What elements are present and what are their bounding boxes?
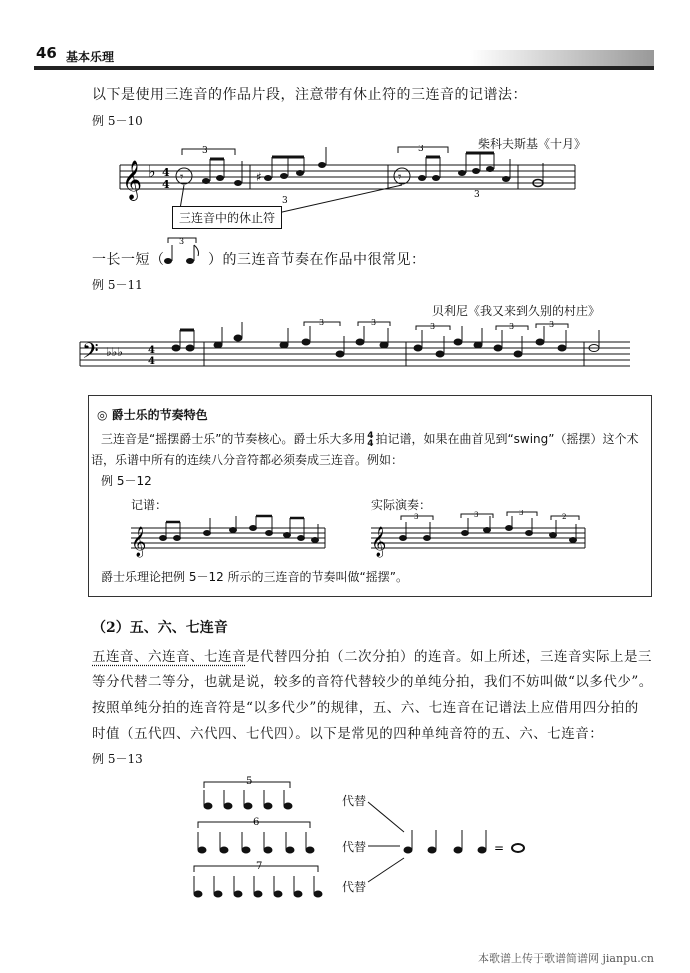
header-gradient-bar [470,50,654,66]
section-p1-line2: 等分代替二等分，也就是说，较多的音符代替较少的单纯分拍，我们不妨叫做“以多代少”。 [92,674,653,690]
performance-label: 实际演奏： [371,498,432,512]
section-heading: （2）五、六、七连音 [92,620,228,636]
svg-text:3: 3 [430,322,436,331]
svg-text:3: 3 [474,190,480,200]
jazz-box-title: ◎ 爵士乐的节奏特色 [97,408,208,422]
section-p2-line2: 时值（五代四、六代四、七代四）。以下是常见的四种单纯音符的五、六、七连音： [92,726,604,742]
svg-text:2: 2 [562,513,567,521]
replace-label-middle: 代替 [342,840,367,854]
triplet-mark: 3 [202,146,208,156]
bass-clef-icon: 𝄢 [82,339,99,369]
replace-label-top: 代替 [342,794,367,808]
svg-text:♭♭♭: ♭♭♭ [106,345,123,359]
svg-text:♯: ♯ [256,170,262,184]
whole-note-icon [512,844,524,852]
jazz-para-line1-b: 拍记谱，如果在曲首见到“swing”（摇摆）这个术 [375,432,639,446]
section-p2-line1: 按照单纯分拍的连音符是“以多代少”的规律，五、六、七连音在记谱法上应借用四分拍的 [92,700,639,716]
jazz-rhythm-box [88,395,652,597]
notation-staff [129,514,329,562]
section-p1-line1 [92,645,652,665]
svg-text:3: 3 [282,196,288,206]
section-p1-line1-rest: 是代替四分拍（二次分拍）的连音。如上所述，三连音实际上是三 [246,649,652,665]
svg-text:3: 3 [418,145,424,154]
svg-text:3: 3 [549,320,555,329]
rest-annotation-box: 三连音中的休止符 [172,206,282,229]
tuplet-terms: 五连音、六连音、七连音 [92,649,246,665]
svg-text:3: 3 [519,510,524,517]
svg-text:3: 3 [179,237,185,246]
time-sig-4-4-icon: 4 4 [367,430,374,449]
svg-text:♭: ♭ [148,162,156,181]
svg-text:3: 3 [371,318,377,327]
example-5-11-label: 例 5－11 [92,278,143,292]
svg-text:3: 3 [509,322,515,331]
page-number: 46 [36,44,57,62]
svg-text:4: 4 [162,178,170,191]
long-short-rhythm-figure [160,236,206,268]
svg-text:𝄞: 𝄞 [371,527,387,557]
tuplet-6: 6 [253,817,260,828]
book-title: 基本乐理 [66,50,115,64]
tuplet-5: 5 [246,776,253,787]
watermark: 本歌谱上传于歌谱简谱网 jianpu.cn [478,952,654,965]
svg-text:4: 4 [162,166,170,179]
svg-text:𝄾: 𝄾 [398,170,402,185]
jazz-para-line1 [101,430,639,448]
notation-label: 记谱： [131,498,168,512]
example-5-11-source: 贝利尼《我又来到久别的村庄》 [432,304,601,318]
treble-clef-icon: 𝄞 [122,160,143,200]
svg-text:3: 3 [414,513,419,521]
example-5-13-label: 例 5－13 [92,752,143,766]
long-short-text-after: ）的三连音节奏在作品中很常见： [208,252,426,268]
svg-text:3: 3 [474,511,479,519]
svg-text:4: 4 [148,345,155,356]
jazz-box-footer: 爵士乐理论把例 5－12 所示的三连音的节奏叫做“摇摆”。 [101,570,408,584]
equals-sign: = [494,841,505,855]
jazz-para-line2: 语，乐谱中所有的连续八分音符都必须奏成三连音。例如： [91,453,404,467]
svg-text:3: 3 [319,318,325,327]
example-5-10-label: 例 5－10 [92,114,143,128]
svg-text:𝄞: 𝄞 [131,527,147,557]
performance-staff [369,510,589,562]
intro-text: 以下是使用三连音的作品片段，注意带有休止符的三连音的记谱法： [92,87,527,103]
example-5-10-source: 柴科夫斯基《十月》 [478,137,587,151]
long-short-text-before: 一长一短（ [92,252,165,268]
tuplet-7: 7 [256,861,263,872]
replace-label-bottom: 代替 [342,880,367,894]
example-5-12-label: 例 5－12 [101,474,152,488]
jazz-para-line1-a: 三连音是“摇摆爵士乐”的节奏核心。爵士乐大多用 [101,432,366,446]
example-5-11-staff [78,318,638,378]
svg-text:𝄾: 𝄾 [180,170,184,185]
header-rule [34,66,654,70]
svg-text:4: 4 [148,356,155,367]
